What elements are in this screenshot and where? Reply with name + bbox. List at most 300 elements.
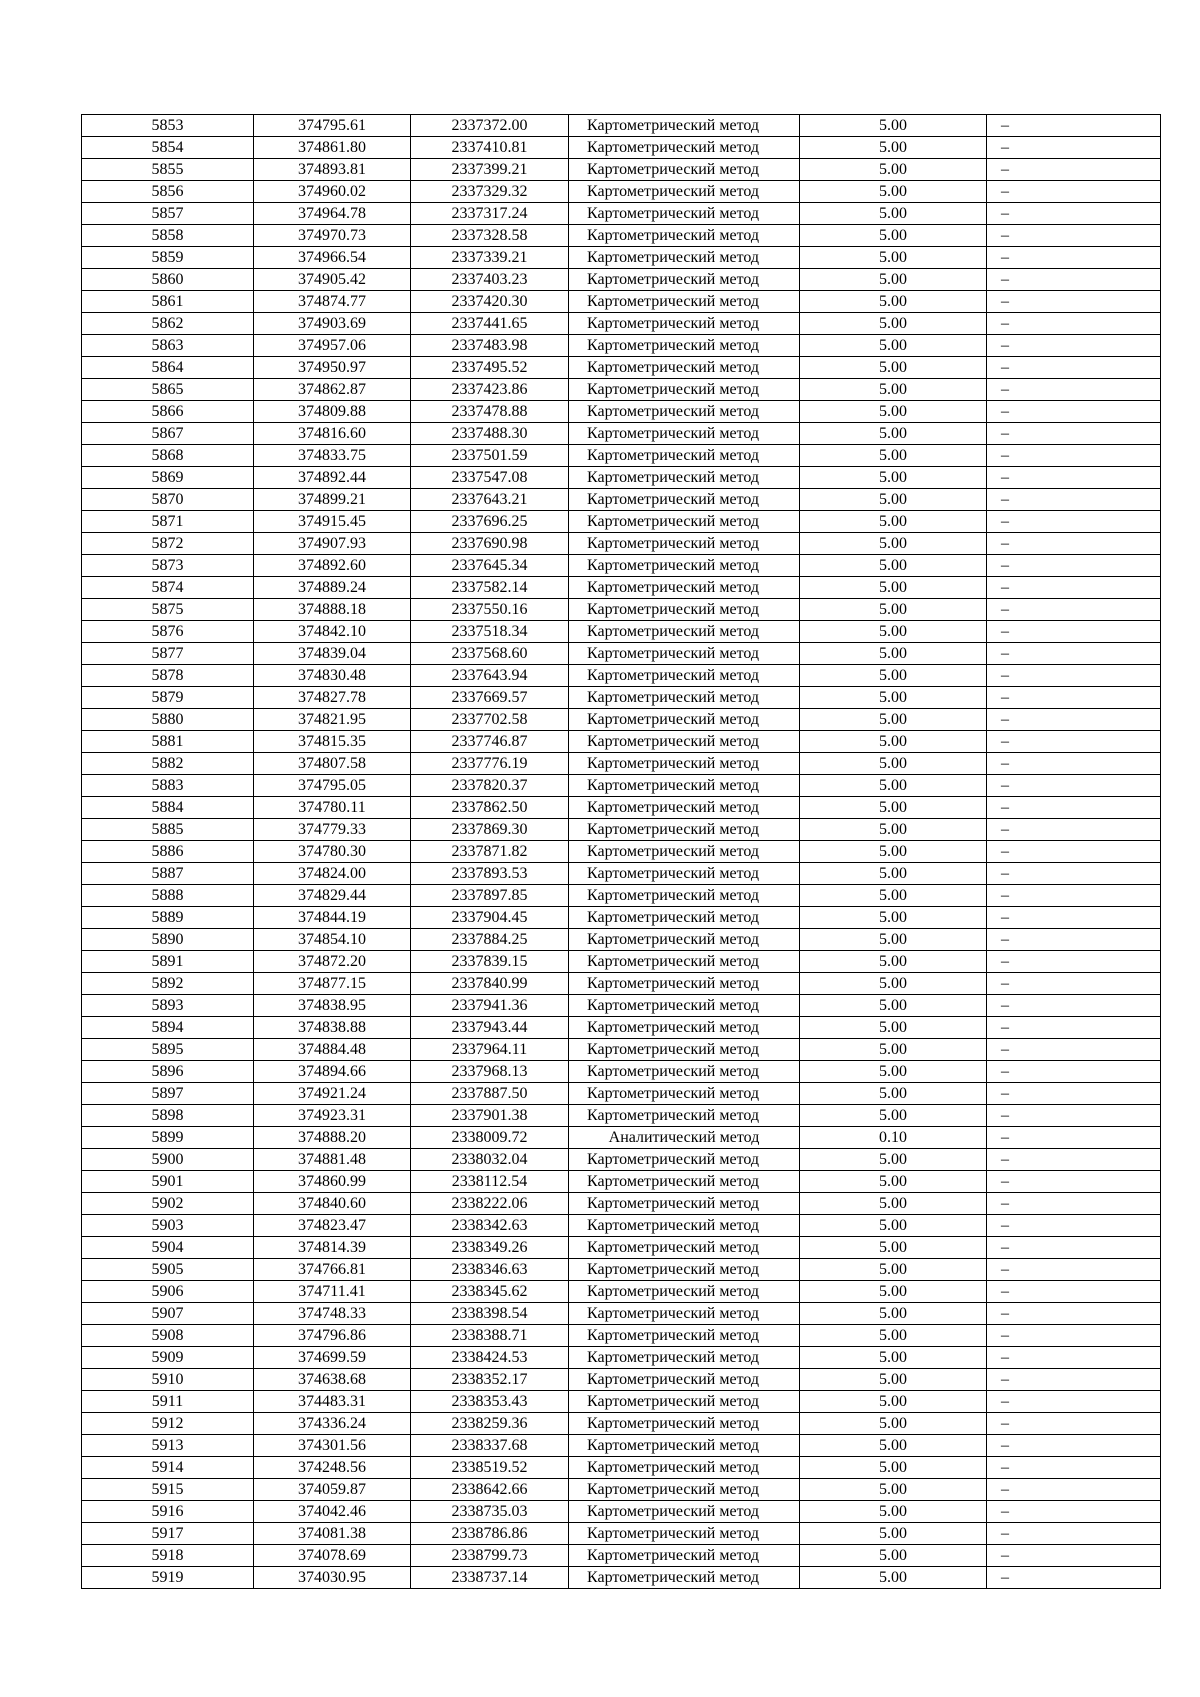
x-coordinate-cell: 374907.93 bbox=[254, 533, 411, 555]
method-cell: Картометрический метод bbox=[569, 973, 800, 995]
note-cell: – bbox=[987, 775, 1161, 797]
table-row bbox=[82, 753, 1161, 775]
note-cell: – bbox=[987, 1347, 1161, 1369]
point-number-cell: 5857 bbox=[82, 203, 254, 225]
y-coordinate-cell: 2337941.36 bbox=[411, 995, 569, 1017]
note-cell: – bbox=[987, 181, 1161, 203]
accuracy-cell: 5.00 bbox=[800, 1039, 987, 1061]
point-number-cell: 5896 bbox=[82, 1061, 254, 1083]
point-number-cell: 5909 bbox=[82, 1347, 254, 1369]
y-coordinate-cell: 2338642.66 bbox=[411, 1479, 569, 1501]
y-coordinate-cell: 2337871.82 bbox=[411, 841, 569, 863]
method-cell: Картометрический метод bbox=[569, 577, 800, 599]
y-coordinate-cell: 2337317.24 bbox=[411, 203, 569, 225]
method-cell: Картометрический метод bbox=[569, 1523, 800, 1545]
note-cell: – bbox=[987, 489, 1161, 511]
method-cell: Картометрический метод bbox=[569, 819, 800, 841]
x-coordinate-cell: 374779.33 bbox=[254, 819, 411, 841]
x-coordinate-cell: 374892.60 bbox=[254, 555, 411, 577]
note-cell: – bbox=[987, 1193, 1161, 1215]
method-cell: Картометрический метод bbox=[569, 1061, 800, 1083]
x-coordinate-cell: 374711.41 bbox=[254, 1281, 411, 1303]
table-row bbox=[82, 1325, 1161, 1347]
table-row bbox=[82, 401, 1161, 423]
method-cell: Картометрический метод bbox=[569, 467, 800, 489]
method-cell: Картометрический метод bbox=[569, 181, 800, 203]
table-row bbox=[82, 269, 1161, 291]
note-cell: – bbox=[987, 841, 1161, 863]
accuracy-cell: 5.00 bbox=[800, 181, 987, 203]
table-row bbox=[82, 863, 1161, 885]
accuracy-cell: 5.00 bbox=[800, 1259, 987, 1281]
accuracy-cell: 5.00 bbox=[800, 1545, 987, 1567]
note-cell: – bbox=[987, 1501, 1161, 1523]
point-number-cell: 5862 bbox=[82, 313, 254, 335]
method-cell: Картометрический метод bbox=[569, 1259, 800, 1281]
accuracy-cell: 5.00 bbox=[800, 137, 987, 159]
point-number-cell: 5881 bbox=[82, 731, 254, 753]
x-coordinate-cell: 374842.10 bbox=[254, 621, 411, 643]
y-coordinate-cell: 2337746.87 bbox=[411, 731, 569, 753]
accuracy-cell: 5.00 bbox=[800, 1215, 987, 1237]
note-cell: – bbox=[987, 401, 1161, 423]
method-cell: Картометрический метод bbox=[569, 203, 800, 225]
note-cell: – bbox=[987, 335, 1161, 357]
method-cell: Картометрический метод bbox=[569, 115, 800, 137]
table-row bbox=[82, 643, 1161, 665]
method-cell: Картометрический метод bbox=[569, 423, 800, 445]
table-row bbox=[82, 1457, 1161, 1479]
note-cell: – bbox=[987, 1149, 1161, 1171]
y-coordinate-cell: 2338737.14 bbox=[411, 1567, 569, 1589]
x-coordinate-cell: 374915.45 bbox=[254, 511, 411, 533]
y-coordinate-cell: 2338735.03 bbox=[411, 1501, 569, 1523]
method-cell: Картометрический метод bbox=[569, 687, 800, 709]
method-cell: Картометрический метод bbox=[569, 1457, 800, 1479]
method-cell: Картометрический метод bbox=[569, 137, 800, 159]
x-coordinate-cell: 374884.48 bbox=[254, 1039, 411, 1061]
method-cell: Картометрический метод bbox=[569, 1479, 800, 1501]
note-cell: – bbox=[987, 1061, 1161, 1083]
x-coordinate-cell: 374795.61 bbox=[254, 115, 411, 137]
x-coordinate-cell: 374030.95 bbox=[254, 1567, 411, 1589]
method-cell: Картометрический метод bbox=[569, 1039, 800, 1061]
note-cell: – bbox=[987, 1413, 1161, 1435]
table-row bbox=[82, 1413, 1161, 1435]
accuracy-cell: 5.00 bbox=[800, 1347, 987, 1369]
point-number-cell: 5867 bbox=[82, 423, 254, 445]
table-row bbox=[82, 1545, 1161, 1567]
x-coordinate-cell: 374966.54 bbox=[254, 247, 411, 269]
table-row bbox=[82, 819, 1161, 841]
accuracy-cell: 5.00 bbox=[800, 753, 987, 775]
note-cell: – bbox=[987, 379, 1161, 401]
accuracy-cell: 5.00 bbox=[800, 687, 987, 709]
point-number-cell: 5901 bbox=[82, 1171, 254, 1193]
x-coordinate-cell: 374903.69 bbox=[254, 313, 411, 335]
point-number-cell: 5916 bbox=[82, 1501, 254, 1523]
note-cell: – bbox=[987, 665, 1161, 687]
x-coordinate-cell: 374923.31 bbox=[254, 1105, 411, 1127]
note-cell: – bbox=[987, 863, 1161, 885]
note-cell: – bbox=[987, 1567, 1161, 1589]
note-cell: – bbox=[987, 621, 1161, 643]
method-cell: Картометрический метод bbox=[569, 885, 800, 907]
y-coordinate-cell: 2338519.52 bbox=[411, 1457, 569, 1479]
point-number-cell: 5913 bbox=[82, 1435, 254, 1457]
y-coordinate-cell: 2337964.11 bbox=[411, 1039, 569, 1061]
x-coordinate-cell: 374638.68 bbox=[254, 1369, 411, 1391]
accuracy-cell: 5.00 bbox=[800, 577, 987, 599]
method-cell: Картометрический метод bbox=[569, 1325, 800, 1347]
note-cell: – bbox=[987, 1171, 1161, 1193]
accuracy-cell: 5.00 bbox=[800, 599, 987, 621]
table-row bbox=[82, 1017, 1161, 1039]
method-cell: Картометрический метод bbox=[569, 1083, 800, 1105]
y-coordinate-cell: 2337339.21 bbox=[411, 247, 569, 269]
point-number-cell: 5905 bbox=[82, 1259, 254, 1281]
table-row bbox=[82, 687, 1161, 709]
y-coordinate-cell: 2337943.44 bbox=[411, 1017, 569, 1039]
x-coordinate-cell: 374833.75 bbox=[254, 445, 411, 467]
y-coordinate-cell: 2338342.63 bbox=[411, 1215, 569, 1237]
point-number-cell: 5904 bbox=[82, 1237, 254, 1259]
point-number-cell: 5899 bbox=[82, 1127, 254, 1149]
point-number-cell: 5918 bbox=[82, 1545, 254, 1567]
coordinates-table-body bbox=[82, 115, 1161, 1589]
table-row bbox=[82, 797, 1161, 819]
method-cell: Картометрический метод bbox=[569, 1391, 800, 1413]
y-coordinate-cell: 2338112.54 bbox=[411, 1171, 569, 1193]
x-coordinate-cell: 374970.73 bbox=[254, 225, 411, 247]
table-row bbox=[82, 1215, 1161, 1237]
y-coordinate-cell: 2337582.14 bbox=[411, 577, 569, 599]
point-number-cell: 5911 bbox=[82, 1391, 254, 1413]
y-coordinate-cell: 2337501.59 bbox=[411, 445, 569, 467]
accuracy-cell: 5.00 bbox=[800, 841, 987, 863]
x-coordinate-cell: 374899.21 bbox=[254, 489, 411, 511]
x-coordinate-cell: 374766.81 bbox=[254, 1259, 411, 1281]
table-row bbox=[82, 1479, 1161, 1501]
point-number-cell: 5856 bbox=[82, 181, 254, 203]
accuracy-cell: 5.00 bbox=[800, 115, 987, 137]
table-row bbox=[82, 357, 1161, 379]
method-cell: Картометрический метод bbox=[569, 555, 800, 577]
point-number-cell: 5853 bbox=[82, 115, 254, 137]
point-number-cell: 5885 bbox=[82, 819, 254, 841]
note-cell: – bbox=[987, 269, 1161, 291]
point-number-cell: 5888 bbox=[82, 885, 254, 907]
table-row bbox=[82, 1083, 1161, 1105]
accuracy-cell: 5.00 bbox=[800, 335, 987, 357]
table-row bbox=[82, 1281, 1161, 1303]
x-coordinate-cell: 374042.46 bbox=[254, 1501, 411, 1523]
note-cell: – bbox=[987, 1083, 1161, 1105]
accuracy-cell: 5.00 bbox=[800, 973, 987, 995]
x-coordinate-cell: 374301.56 bbox=[254, 1435, 411, 1457]
accuracy-cell: 5.00 bbox=[800, 247, 987, 269]
note-cell: – bbox=[987, 1391, 1161, 1413]
table-row bbox=[82, 313, 1161, 335]
y-coordinate-cell: 2337840.99 bbox=[411, 973, 569, 995]
method-cell: Картометрический метод bbox=[569, 1347, 800, 1369]
y-coordinate-cell: 2337696.25 bbox=[411, 511, 569, 533]
table-row bbox=[82, 291, 1161, 313]
y-coordinate-cell: 2337901.38 bbox=[411, 1105, 569, 1127]
method-cell: Картометрический метод bbox=[569, 731, 800, 753]
x-coordinate-cell: 374861.80 bbox=[254, 137, 411, 159]
accuracy-cell: 5.00 bbox=[800, 357, 987, 379]
note-cell: – bbox=[987, 753, 1161, 775]
note-cell: – bbox=[987, 1237, 1161, 1259]
point-number-cell: 5880 bbox=[82, 709, 254, 731]
x-coordinate-cell: 374816.60 bbox=[254, 423, 411, 445]
method-cell: Картометрический метод bbox=[569, 489, 800, 511]
accuracy-cell: 5.00 bbox=[800, 775, 987, 797]
accuracy-cell: 5.00 bbox=[800, 1237, 987, 1259]
note-cell: – bbox=[987, 1039, 1161, 1061]
x-coordinate-cell: 374838.88 bbox=[254, 1017, 411, 1039]
method-cell: Картометрический метод bbox=[569, 929, 800, 951]
x-coordinate-cell: 374893.81 bbox=[254, 159, 411, 181]
note-cell: – bbox=[987, 1369, 1161, 1391]
method-cell: Картометрический метод bbox=[569, 753, 800, 775]
point-number-cell: 5854 bbox=[82, 137, 254, 159]
y-coordinate-cell: 2337478.88 bbox=[411, 401, 569, 423]
note-cell: – bbox=[987, 1435, 1161, 1457]
point-number-cell: 5902 bbox=[82, 1193, 254, 1215]
y-coordinate-cell: 2337547.08 bbox=[411, 467, 569, 489]
x-coordinate-cell: 374780.30 bbox=[254, 841, 411, 863]
method-cell: Картометрический метод bbox=[569, 709, 800, 731]
method-cell: Картометрический метод bbox=[569, 1193, 800, 1215]
point-number-cell: 5915 bbox=[82, 1479, 254, 1501]
point-number-cell: 5919 bbox=[82, 1567, 254, 1589]
table-row bbox=[82, 423, 1161, 445]
method-cell: Картометрический метод bbox=[569, 1545, 800, 1567]
x-coordinate-cell: 374957.06 bbox=[254, 335, 411, 357]
table-row bbox=[82, 1105, 1161, 1127]
table-row bbox=[82, 181, 1161, 203]
y-coordinate-cell: 2338388.71 bbox=[411, 1325, 569, 1347]
x-coordinate-cell: 374059.87 bbox=[254, 1479, 411, 1501]
table-row bbox=[82, 599, 1161, 621]
table-row bbox=[82, 841, 1161, 863]
accuracy-cell: 5.00 bbox=[800, 731, 987, 753]
method-cell: Картометрический метод bbox=[569, 1567, 800, 1589]
point-number-cell: 5914 bbox=[82, 1457, 254, 1479]
point-number-cell: 5876 bbox=[82, 621, 254, 643]
point-number-cell: 5860 bbox=[82, 269, 254, 291]
accuracy-cell: 5.00 bbox=[800, 489, 987, 511]
accuracy-cell: 5.00 bbox=[800, 1193, 987, 1215]
table-row bbox=[82, 335, 1161, 357]
y-coordinate-cell: 2337820.37 bbox=[411, 775, 569, 797]
accuracy-cell: 5.00 bbox=[800, 929, 987, 951]
note-cell: – bbox=[987, 115, 1161, 137]
x-coordinate-cell: 374877.15 bbox=[254, 973, 411, 995]
note-cell: – bbox=[987, 555, 1161, 577]
y-coordinate-cell: 2338009.72 bbox=[411, 1127, 569, 1149]
accuracy-cell: 5.00 bbox=[800, 1303, 987, 1325]
point-number-cell: 5891 bbox=[82, 951, 254, 973]
x-coordinate-cell: 374748.33 bbox=[254, 1303, 411, 1325]
method-cell: Картометрический метод bbox=[569, 599, 800, 621]
accuracy-cell: 5.00 bbox=[800, 445, 987, 467]
point-number-cell: 5883 bbox=[82, 775, 254, 797]
accuracy-cell: 5.00 bbox=[800, 643, 987, 665]
table-row bbox=[82, 731, 1161, 753]
x-coordinate-cell: 374840.60 bbox=[254, 1193, 411, 1215]
accuracy-cell: 5.00 bbox=[800, 1105, 987, 1127]
point-number-cell: 5900 bbox=[82, 1149, 254, 1171]
point-number-cell: 5864 bbox=[82, 357, 254, 379]
accuracy-cell: 5.00 bbox=[800, 863, 987, 885]
table-row bbox=[82, 885, 1161, 907]
method-cell: Картометрический метод bbox=[569, 379, 800, 401]
table-row bbox=[82, 1347, 1161, 1369]
method-cell: Картометрический метод bbox=[569, 511, 800, 533]
x-coordinate-cell: 374950.97 bbox=[254, 357, 411, 379]
point-number-cell: 5868 bbox=[82, 445, 254, 467]
point-number-cell: 5886 bbox=[82, 841, 254, 863]
y-coordinate-cell: 2338345.62 bbox=[411, 1281, 569, 1303]
x-coordinate-cell: 374964.78 bbox=[254, 203, 411, 225]
y-coordinate-cell: 2337776.19 bbox=[411, 753, 569, 775]
y-coordinate-cell: 2337968.13 bbox=[411, 1061, 569, 1083]
note-cell: – bbox=[987, 533, 1161, 555]
note-cell: – bbox=[987, 159, 1161, 181]
x-coordinate-cell: 374921.24 bbox=[254, 1083, 411, 1105]
y-coordinate-cell: 2337420.30 bbox=[411, 291, 569, 313]
x-coordinate-cell: 374905.42 bbox=[254, 269, 411, 291]
method-cell: Картометрический метод bbox=[569, 401, 800, 423]
note-cell: – bbox=[987, 313, 1161, 335]
note-cell: – bbox=[987, 995, 1161, 1017]
y-coordinate-cell: 2337893.53 bbox=[411, 863, 569, 885]
method-cell: Картометрический метод bbox=[569, 951, 800, 973]
table-row bbox=[82, 1523, 1161, 1545]
x-coordinate-cell: 374881.48 bbox=[254, 1149, 411, 1171]
note-cell: – bbox=[987, 731, 1161, 753]
point-number-cell: 5871 bbox=[82, 511, 254, 533]
method-cell: Картометрический метод bbox=[569, 643, 800, 665]
method-cell: Картометрический метод bbox=[569, 357, 800, 379]
x-coordinate-cell: 374892.44 bbox=[254, 467, 411, 489]
note-cell: – bbox=[987, 687, 1161, 709]
y-coordinate-cell: 2337690.98 bbox=[411, 533, 569, 555]
table-row bbox=[82, 621, 1161, 643]
note-cell: – bbox=[987, 929, 1161, 951]
point-number-cell: 5889 bbox=[82, 907, 254, 929]
x-coordinate-cell: 374829.44 bbox=[254, 885, 411, 907]
coordinates-table bbox=[81, 114, 1161, 1589]
table-row bbox=[82, 379, 1161, 401]
x-coordinate-cell: 374860.99 bbox=[254, 1171, 411, 1193]
method-cell: Картометрический метод bbox=[569, 225, 800, 247]
method-cell: Картометрический метод bbox=[569, 665, 800, 687]
y-coordinate-cell: 2337904.45 bbox=[411, 907, 569, 929]
accuracy-cell: 5.00 bbox=[800, 1017, 987, 1039]
table-row bbox=[82, 533, 1161, 555]
x-coordinate-cell: 374844.19 bbox=[254, 907, 411, 929]
point-number-cell: 5865 bbox=[82, 379, 254, 401]
note-cell: – bbox=[987, 577, 1161, 599]
accuracy-cell: 5.00 bbox=[800, 1083, 987, 1105]
note-cell: – bbox=[987, 709, 1161, 731]
x-coordinate-cell: 374827.78 bbox=[254, 687, 411, 709]
point-number-cell: 5892 bbox=[82, 973, 254, 995]
table-row bbox=[82, 1061, 1161, 1083]
table-row bbox=[82, 203, 1161, 225]
note-cell: – bbox=[987, 1281, 1161, 1303]
table-row bbox=[82, 137, 1161, 159]
accuracy-cell: 5.00 bbox=[800, 1567, 987, 1589]
y-coordinate-cell: 2338346.63 bbox=[411, 1259, 569, 1281]
accuracy-cell: 5.00 bbox=[800, 291, 987, 313]
table-row bbox=[82, 445, 1161, 467]
x-coordinate-cell: 374823.47 bbox=[254, 1215, 411, 1237]
accuracy-cell: 5.00 bbox=[800, 1457, 987, 1479]
accuracy-cell: 5.00 bbox=[800, 313, 987, 335]
note-cell: – bbox=[987, 1259, 1161, 1281]
table-row bbox=[82, 775, 1161, 797]
y-coordinate-cell: 2337328.58 bbox=[411, 225, 569, 247]
accuracy-cell: 0.10 bbox=[800, 1127, 987, 1149]
method-cell: Картометрический метод bbox=[569, 621, 800, 643]
table-row bbox=[82, 555, 1161, 577]
accuracy-cell: 5.00 bbox=[800, 379, 987, 401]
y-coordinate-cell: 2337399.21 bbox=[411, 159, 569, 181]
accuracy-cell: 5.00 bbox=[800, 797, 987, 819]
y-coordinate-cell: 2337669.57 bbox=[411, 687, 569, 709]
y-coordinate-cell: 2337488.30 bbox=[411, 423, 569, 445]
point-number-cell: 5884 bbox=[82, 797, 254, 819]
y-coordinate-cell: 2338032.04 bbox=[411, 1149, 569, 1171]
note-cell: – bbox=[987, 643, 1161, 665]
method-cell: Картометрический метод bbox=[569, 247, 800, 269]
note-cell: – bbox=[987, 1017, 1161, 1039]
x-coordinate-cell: 374872.20 bbox=[254, 951, 411, 973]
accuracy-cell: 5.00 bbox=[800, 1171, 987, 1193]
y-coordinate-cell: 2337643.21 bbox=[411, 489, 569, 511]
table-row bbox=[82, 225, 1161, 247]
x-coordinate-cell: 374780.11 bbox=[254, 797, 411, 819]
method-cell: Картометрический метод bbox=[569, 1105, 800, 1127]
y-coordinate-cell: 2337329.32 bbox=[411, 181, 569, 203]
accuracy-cell: 5.00 bbox=[800, 533, 987, 555]
y-coordinate-cell: 2338352.17 bbox=[411, 1369, 569, 1391]
note-cell: – bbox=[987, 819, 1161, 841]
y-coordinate-cell: 2338349.26 bbox=[411, 1237, 569, 1259]
note-cell: – bbox=[987, 445, 1161, 467]
y-coordinate-cell: 2337862.50 bbox=[411, 797, 569, 819]
table-row bbox=[82, 1435, 1161, 1457]
note-cell: – bbox=[987, 1215, 1161, 1237]
y-coordinate-cell: 2337403.23 bbox=[411, 269, 569, 291]
point-number-cell: 5898 bbox=[82, 1105, 254, 1127]
method-cell: Картометрический метод bbox=[569, 159, 800, 181]
accuracy-cell: 5.00 bbox=[800, 1281, 987, 1303]
x-coordinate-cell: 374830.48 bbox=[254, 665, 411, 687]
point-number-cell: 5863 bbox=[82, 335, 254, 357]
table-row bbox=[82, 665, 1161, 687]
method-cell: Картометрический метод bbox=[569, 1171, 800, 1193]
x-coordinate-cell: 374838.95 bbox=[254, 995, 411, 1017]
accuracy-cell: 5.00 bbox=[800, 423, 987, 445]
point-number-cell: 5910 bbox=[82, 1369, 254, 1391]
table-row bbox=[82, 577, 1161, 599]
